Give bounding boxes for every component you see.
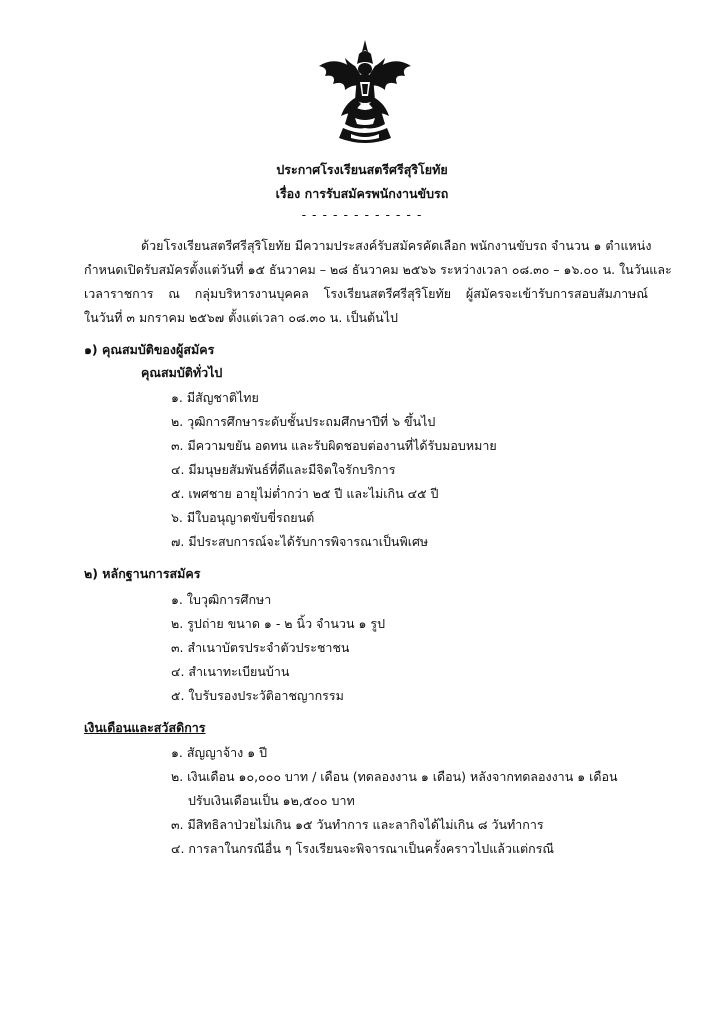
qualification-item: ๗. มีประสบการณ์จะได้รับการพิจารณาเป็นพิเศษ	[171, 534, 429, 549]
benefit-item-continuation: ปรับเงินเดือนเป็น ๑๒,๕๐๐ บาท	[188, 793, 355, 808]
document-item: ๒. รูปถ่าย ขนาด ๑ - ๒ นิ้ว จำนวน ๑ รูป	[171, 616, 386, 631]
section1-heading: ๑) คุณสมบัติของผู้สมัคร	[84, 342, 215, 357]
intro-line-3: เวลาราชการ ณ กลุ่มบริหารงานบุคคล โรงเรียนสตรีศรีสุริโยทัย ผู้สมัครจะเข้ารับการสอบสัมภาษณ์	[84, 286, 648, 301]
document-item: ๓. สำเนาบัตรประจำตัวประชาชน	[171, 640, 350, 655]
benefit-item: ๔. การลาในกรณีอื่น ๆ โรงเรียนจะพิจารณาเป็นครั้งคราวไปแล้วแต่กรณี	[171, 841, 555, 856]
announcement-subject: เรื่อง การรับสมัครพนักงานขับรถ	[275, 186, 449, 201]
intro-line-4: ในวันที่ ๓ มกราคม ๒๕๖๗ ตั้งแต่เวลา ๐๘.๓๐ น. เป็นต้นไป	[84, 310, 398, 325]
section3-heading: เงินเดือนและสวัสดิการ	[84, 720, 206, 735]
qualification-item: ๔. มีมนุษยสัมพันธ์ที่ดีและมีจิตใจรักบริการ	[171, 462, 396, 477]
section2-heading: ๒) หลักฐานการสมัคร	[84, 566, 201, 581]
garuda-emblem-icon	[315, 38, 415, 150]
benefit-item: ๓. มีสิทธิลาป่วยไม่เกิน ๑๕ วันทำการ และลากิจได้ไม่เกิน ๘ วันทำการ	[171, 817, 544, 832]
qualification-item: ๕. เพศชาย อายุไม่ต่ำกว่า ๒๕ ปี และไม่เกิน ๔๕ ปี	[171, 486, 439, 501]
document-item: ๔. สำเนาทะเบียนบ้าน	[171, 664, 290, 679]
document-item: ๑. ใบวุฒิการศึกษา	[171, 592, 272, 607]
benefit-item: ๑. สัญญาจ้าง ๑ ปี	[171, 745, 268, 760]
benefit-item: ๒. เงินเดือน ๑๐,๐๐๐ บาท / เดือน (ทดลองงาน ๑ เดือน) หลังจากทดลองงาน ๑ เดือน	[171, 769, 618, 784]
title-divider: - - - - - - - - - - - -	[301, 207, 423, 222]
qualification-item: ๓. มีความขยัน อดทน และรับผิดชอบต่องานที่ได้รับมอบหมาย	[171, 438, 497, 453]
intro-line-1: ด้วยโรงเรียนสตรีศรีสุริโยทัย มีความประสงค์รับสมัครคัดเลือก พนักงานขับรถ จำนวน ๑ ตำแหน่ง	[141, 238, 652, 253]
qualification-item: ๑. มีสัญชาติไทย	[171, 390, 259, 405]
intro-line-2: กำหนดเปิดรับสมัครตั้งแต่วันที่ ๑๕ ธันวาคม – ๒๘ ธันวาคม ๒๕๖๖ ระหว่างเวลา ๐๘.๓๐ – ๑๖.๐๐ น. ในวันและ	[84, 262, 672, 277]
announcement-title: ประกาศโรงเรียนสตรีศรีสุริโยทัย	[276, 162, 448, 177]
section1-subheading: คุณสมบัติทั่วไป	[141, 365, 223, 380]
qualification-item: ๒. วุฒิการศึกษาระดับชั้นประถมศึกษาปีที่ ๖ ขึ้นไป	[171, 414, 436, 429]
document-item: ๕. ใบรับรองประวัติอาชญากรรม	[171, 688, 344, 703]
qualification-item: ๖. มีใบอนุญาตขับขี่รถยนต์	[171, 510, 315, 525]
